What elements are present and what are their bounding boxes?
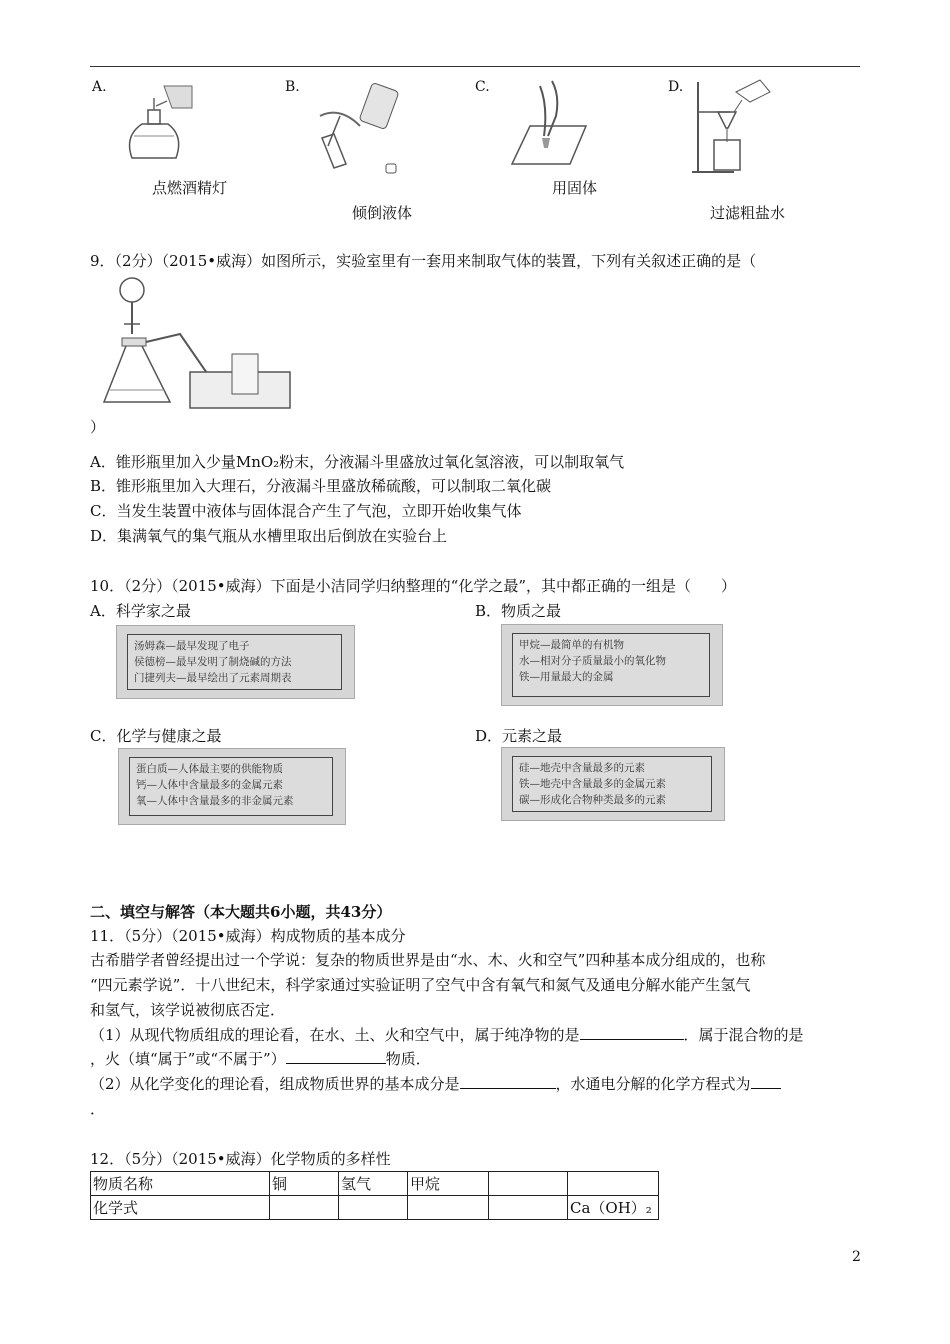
table-row [91,1196,659,1220]
q11-sub1-line1 [90,1025,804,1045]
q10-option-c-image [118,748,346,825]
table-cell: 甲烷 [408,1172,489,1196]
q10-c-line-3: 氧—人体中含量最多的非金属元素 [136,795,294,807]
q11-sub2-line1 [90,1074,781,1094]
table-cell[interactable] [489,1196,568,1220]
q12-table [90,1171,659,1220]
q11-sub2-text-a: （2）从化学变化的理论看，组成物质世界的基本成分是 [90,1075,460,1093]
q11-blank-equation[interactable] [751,1074,781,1089]
table-cell: 物质名称 [91,1172,270,1196]
table-cell [568,1172,659,1196]
q11-sub1-text-c: ，火（填“属于”或“不属于”） [90,1050,286,1068]
q11-sub2-end: ． [90,1100,106,1118]
q10-d-line-1: 硅—地壳中含量最多的元素 [519,762,645,774]
filtration-figure [690,72,780,177]
alcohol-lamp-figure [112,76,202,166]
q10-option-c-label: C．化学与健康之最 [90,727,222,745]
q11-sub1-text-d: 物质． [385,1050,431,1068]
q11-paragraph-1: 古希腊学者曾经提出过一个学说：复杂的物质世界是由“水、木、火和空气”四种基本成分组成的，也称 [90,951,766,969]
q11-sub1-text-a: （1）从现代物质组成的理论看，在水、土、火和空气中，属于纯净物的是 [90,1026,580,1044]
q8-option-a-label: A. [92,79,107,95]
q9-close-paren: ） [90,418,106,436]
q10-stem: 10．（2分）（2015•威海）下面是小洁同学归纳整理的“化学之最”，其中都正确的一组是（ ） [90,577,736,595]
q10-d-line-3: 碳—形成化合物种类最多的元素 [519,794,666,806]
q8-option-d-caption: 过滤粗盐水 [710,204,786,222]
q9-option-a: A．锥形瓶里加入少量MnO₂粉末，分液漏斗里盛放过氧化氢溶液，可以制取氧气 [90,453,625,471]
q10-option-a-label: A．科学家之最 [90,602,191,620]
q10-a-line-1: 汤姆森—最早发现了电子 [134,640,250,652]
table-cell[interactable] [408,1196,489,1220]
q9-option-c: C．当发生装置中液体与固体混合产生了气泡，立即开始收集气体 [90,502,522,520]
table-cell [489,1172,568,1196]
q8-option-d-label: D. [668,79,684,95]
q10-option-a-image [116,625,355,699]
q9-option-b: B．锥形瓶里加入大理石，分液漏斗里盛放稀硫酸，可以制取二氧化碳 [90,477,552,495]
q11-blank-basic-component[interactable] [460,1074,556,1089]
q10-a-line-3: 门捷列夫—最早绘出了元素周期表 [134,672,292,684]
q10-b-line-1: 甲烷—最简单的有机物 [519,639,624,651]
q10-a-line-2: 侯德榜—最早发明了制烧碱的方法 [134,656,292,668]
q10-option-d-label: D．元素之最 [475,727,563,745]
q9-option-d: D．集满氧气的集气瓶从水槽里取出后倒放在实验台上 [90,527,448,545]
q11-blank-pure-substance[interactable] [580,1025,684,1040]
q10-d-line-2: 铁—地壳中含量最多的金属元素 [519,778,666,790]
table-cell[interactable] [339,1196,408,1220]
pour-liquid-figure [310,76,410,186]
page-number: 2 [852,1249,861,1265]
table-cell: 铜 [270,1172,339,1196]
q11-sub1-text-b: ．属于混合物的是 [683,1026,804,1044]
q8-option-b-caption: 倾倒液体 [352,204,413,222]
q11-sub1-line2 [90,1049,431,1069]
q10-option-d-image [501,747,725,821]
q10-option-b-image [501,624,723,706]
q10-c-line-2: 钙—人体中含量最多的金属元素 [136,779,283,791]
q11-blank-fire[interactable] [286,1049,386,1064]
q8-option-c-label: C. [475,79,490,95]
q10-c-line-1: 蛋白质—人体最主要的供能物质 [136,763,283,775]
q11-stem: 11．（5分）（2015•威海）构成物质的基本成分 [90,927,406,945]
section-2-title: 二、填空与解答（本大题共6小题，共43分） [90,903,392,921]
header-rule [90,66,860,67]
q8-option-c-caption: 用固体 [552,179,598,197]
table-cell[interactable] [270,1196,339,1220]
q10-b-line-2: 水—相对分子质量最小的氧化物 [519,655,666,667]
table-cell: 氢气 [339,1172,408,1196]
q10-option-b-label: B．物质之最 [475,602,562,620]
q8-option-a-caption: 点燃酒精灯 [152,179,228,197]
solid-figure [500,76,590,171]
table-cell: 化学式 [91,1196,270,1220]
q12-stem: 12．（5分）（2015•威海）化学物质的多样性 [90,1150,391,1168]
table-row [91,1172,659,1196]
q8-option-b-label: B. [285,79,300,95]
q10-b-line-3: 铁—用量最大的金属 [519,671,614,683]
q9-stem: 9．（2分）（2015•威海）如图所示，实验室里有一套用来制取气体的装置，下列有关叙述正确的是（ [90,252,757,270]
q11-sub2-text-b: ，水通电分解的化学方程式为 [555,1075,751,1093]
q11-paragraph-2: “四元素学说”．十八世纪末，科学家通过实验证明了空气中含有氧气和氮气及通电分解水能产生氢气 [90,976,751,994]
table-cell: Ca（OH）₂ [568,1196,659,1220]
q11-paragraph-3: 和氢气，该学说被彻底否定． [90,1001,286,1019]
gas-apparatus-figure [100,272,300,412]
